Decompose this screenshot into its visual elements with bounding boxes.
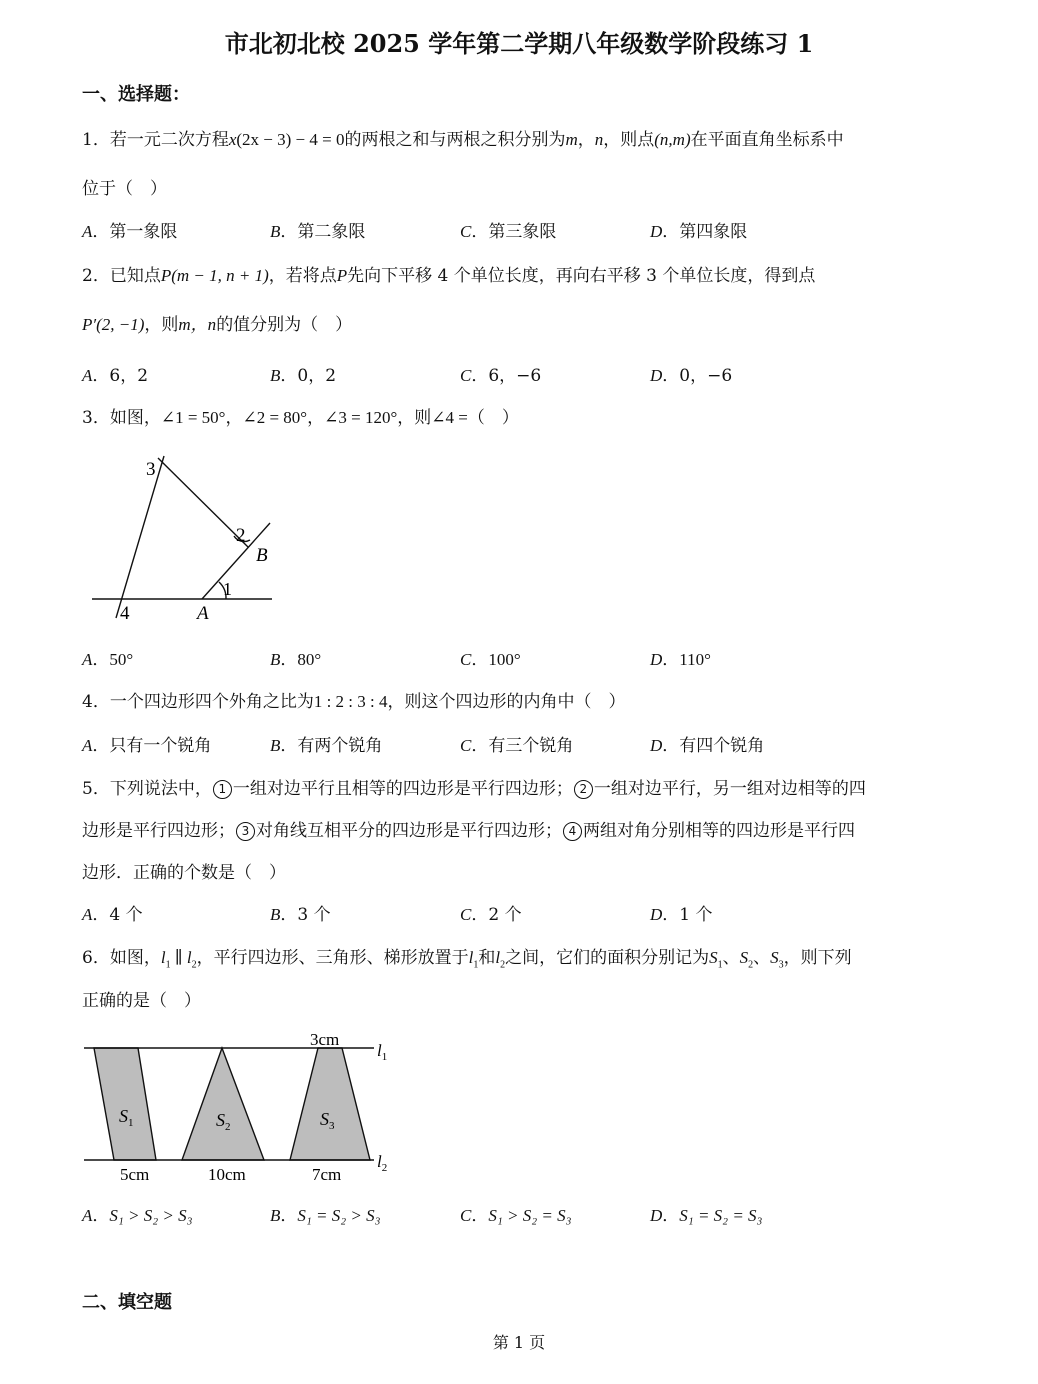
section-heading-choice: 一、选择题： bbox=[82, 84, 190, 105]
q5-option-a: A．4 个 bbox=[82, 905, 143, 925]
q6-option-a: A．S₁ > S₂ > S₃ bbox=[82, 1206, 193, 1226]
label-10cm: 10cm bbox=[208, 1165, 246, 1184]
q3-geometry-figure bbox=[80, 448, 290, 628]
question-3-line-1: 3．如图，∠1 = 50°，∠2 = 80°，∠3 = 120°，则∠4 =（ ） bbox=[82, 408, 519, 428]
q5-option-d: D．1 个 bbox=[650, 905, 713, 925]
label-top-3cm: 3cm bbox=[310, 1030, 340, 1049]
label-7cm: 7cm bbox=[312, 1165, 342, 1184]
question-2-line-1: 2．已知点P(m − 1, n + 1)，若将点P先向下平移 4 个单位长度，再向右平移 3 个单位长度，得到点 bbox=[82, 266, 816, 286]
label-s2: $S_2$ bbox=[216, 1110, 231, 1133]
question-5-line-2: 边形是平行四边形； 3 对角线互相平分的四边形是平行四边形； 4 两组对角分别相等的四边形是平行四 bbox=[82, 821, 855, 841]
q1-option-b: B．第二象限 bbox=[270, 222, 366, 242]
question-6-line-1: 6．如图，$l_1$ ∥ $l_2$，平行四边形、三角形、梯形放置于$l_1$和$l_2$之间，它们的面积分别记为$S_1$、$S_2$、$S_3$，则下列 bbox=[82, 948, 852, 971]
q4-option-d: D．有四个锐角 bbox=[650, 736, 765, 756]
parallelogram-shape bbox=[94, 1048, 156, 1160]
question-6-line-2: 正确的是（ ） bbox=[82, 991, 201, 1011]
question-5-line-3: 边形．正确的个数是（ ） bbox=[82, 863, 286, 883]
q3-option-c: C．100° bbox=[460, 650, 521, 670]
q4-option-a: A．只有一个锐角 bbox=[82, 736, 212, 756]
fig-label-1: 1 bbox=[223, 579, 232, 599]
q6-option-c: C．S₁ > S₂ = S₃ bbox=[460, 1206, 572, 1226]
q4-option-c: C．有三个锐角 bbox=[460, 736, 574, 756]
q4-option-b: B．有两个锐角 bbox=[270, 736, 383, 756]
section-heading-fill: 二、填空题 bbox=[82, 1292, 172, 1313]
label-5cm: 5cm bbox=[120, 1165, 150, 1184]
question-5-line-1: 5．下列说法中， 1 一组对边平行且相等的四边形是平行四边形； 2 一组对边平行，另一组对边相等的四 bbox=[82, 779, 866, 799]
question-2-line-2: P′(2, −1)，则m，n的值分别为（ ） bbox=[82, 315, 353, 335]
circled-number-3: 3 bbox=[236, 822, 255, 841]
fig-label-3: 3 bbox=[146, 459, 156, 480]
q6-shapes-figure bbox=[80, 1026, 400, 1186]
fig-label-2: 2 bbox=[236, 525, 246, 546]
line-top-right bbox=[158, 458, 248, 547]
circled-number-2: 2 bbox=[574, 780, 593, 799]
q1-option-d: D．第四象限 bbox=[650, 222, 748, 242]
line-left bbox=[116, 456, 164, 618]
q5-option-b: B．3 个 bbox=[270, 905, 331, 925]
q6-option-b: B．S₁ = S₂ > S₃ bbox=[270, 1206, 381, 1226]
q2-option-c: C．6，−6 bbox=[460, 366, 542, 386]
q3-option-d: D．110° bbox=[650, 650, 711, 670]
fig-label-b: B bbox=[256, 545, 268, 566]
label-s1: $S_1$ bbox=[119, 1106, 134, 1129]
q3-option-a: A．50° bbox=[82, 650, 134, 670]
trapezoid-shape bbox=[290, 1048, 370, 1160]
circled-number-4: 4 bbox=[563, 822, 582, 841]
question-1-line-2: 位于（ ） bbox=[82, 179, 167, 199]
label-s3: $S_3$ bbox=[320, 1109, 335, 1132]
q2-option-b: B．0，2 bbox=[270, 366, 337, 386]
circled-number-1: 1 bbox=[213, 780, 232, 799]
question-1-line-1: 1．若一元二次方程x(2x − 3) − 4 = 0的两根之和与两根之积分别为m，n，则点(n,m)在平面直角坐标系中 bbox=[82, 130, 844, 150]
q1-option-c: C．第三象限 bbox=[460, 222, 557, 242]
q3-option-b: B．80° bbox=[270, 650, 322, 670]
page-number: 第 1 页 bbox=[492, 1333, 546, 1352]
label-l1: $l_1$ bbox=[377, 1041, 388, 1063]
q2-option-d: D．0，−6 bbox=[650, 366, 733, 386]
question-4-line-1: 4．一个四边形四个外角之比为1 : 2 : 3 : 4，则这个四边形的内角中（ ） bbox=[82, 692, 626, 712]
triangle-shape bbox=[182, 1048, 264, 1160]
label-l2: $l_2$ bbox=[377, 1152, 388, 1174]
fig-label-4: 4 bbox=[120, 603, 130, 624]
q2-option-a: A．6，2 bbox=[82, 366, 149, 386]
fig-label-a: A bbox=[197, 603, 209, 624]
q5-option-c: C．2 个 bbox=[460, 905, 522, 925]
page-title: 市北初北校 2025 学年第二学期八年级数学阶段练习 1 bbox=[224, 29, 814, 58]
q1-option-a: A．第一象限 bbox=[82, 222, 178, 242]
q6-option-d: D．S₁ = S₂ = S₃ bbox=[650, 1206, 763, 1226]
